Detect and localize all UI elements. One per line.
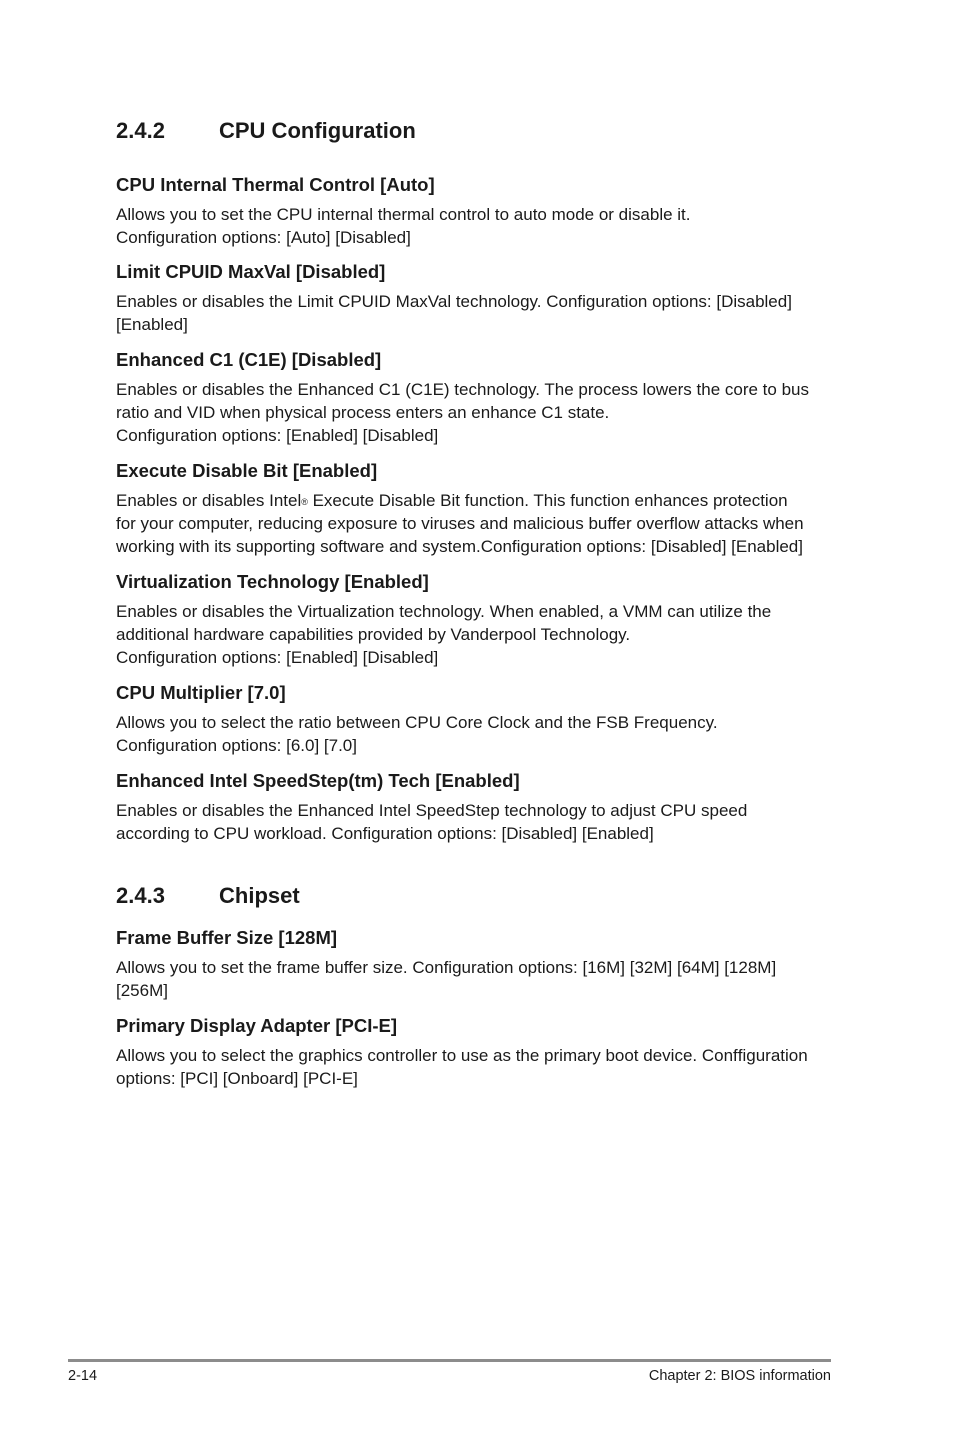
- item-title-frame-buffer-size: Frame Buffer Size [128M]: [116, 927, 338, 948]
- desc-line: Configuration options: [Enabled] [Disabled]: [116, 426, 439, 445]
- desc-line: additional hardware capabilities provided by Vanderpool Technology.: [116, 625, 631, 644]
- item-title-cpu-multiplier: CPU Multiplier [7.0]: [116, 682, 286, 703]
- item-desc: [116, 378, 831, 447]
- item-title-enhanced-c1: Enhanced C1 (C1E) [Disabled]: [116, 349, 382, 370]
- desc-line: Allows you to set the CPU internal thermal control to auto mode or disable it.: [116, 205, 691, 224]
- section-title-chipset: [116, 881, 831, 911]
- footer-chapter-title: Chapter 2: BIOS information: [648, 1368, 831, 1384]
- desc-line-part: Enables or disables Intel: [116, 491, 302, 510]
- item-title-execute-disable-bit: Execute Disable Bit [Enabled]: [116, 460, 378, 481]
- section-number: 2.4.2: [116, 118, 165, 143]
- desc-line: Configuration options: [Auto] [Disabled]: [116, 228, 411, 247]
- item-title-limit-cpuid-maxval: Limit CPUID MaxVal [Disabled]: [116, 261, 386, 282]
- item-desc: [116, 799, 831, 845]
- desc-line: ratio and VID when physical process enters an enhance C1 state.: [116, 403, 610, 422]
- item-title-enhanced-intel-speedstep: Enhanced Intel SpeedStep(tm) Tech [Enabled]: [116, 770, 520, 791]
- item-desc: [116, 489, 831, 558]
- desc-line: Enables or disables the Enhanced C1 (C1E) technology. The process lowers the core to bus: [116, 380, 809, 399]
- item-desc: [116, 600, 831, 669]
- item-desc: [116, 711, 831, 757]
- desc-line: Enables or disables the Virtualization technology. When enabled, a VMM can utilize the: [116, 602, 772, 621]
- desc-line: Configuration options: [6.0] [7.0]: [116, 736, 357, 755]
- desc-line: [256M]: [116, 981, 168, 1000]
- desc-line: Allows you to select the graphics controller to use as the primary boot device. Confﬁguration: [116, 1046, 808, 1065]
- footer-divider: [68, 1359, 831, 1362]
- item-title-virtualization-technology: Virtualization Technology [Enabled]: [116, 571, 429, 592]
- item-title-primary-display-adapter: Primary Display Adapter [PCI-E]: [116, 1015, 398, 1036]
- footer-page-number: 2-14: [68, 1368, 98, 1384]
- desc-line: Enables or disables the Enhanced Intel SpeedStep technology to adjust CPU speed: [116, 801, 748, 820]
- item-desc: [116, 290, 831, 336]
- registered-mark: ®: [301, 497, 308, 507]
- section-number: 2.4.3: [116, 883, 165, 908]
- desc-line: Allows you to select the ratio between CPU Core Clock and the FSB Frequency.: [116, 713, 718, 732]
- item-desc: [116, 956, 831, 1002]
- desc-line: working with its supporting software and system.Configuration options: [Disabled] [Enabled]: [116, 537, 803, 556]
- desc-line: Enables or disables the Limit CPUID MaxVal technology. Configuration options: [Disabled]: [116, 292, 792, 311]
- desc-line-part: Execute Disable Bit function. This function enhances protection: [307, 491, 788, 510]
- desc-line: according to CPU workload. Configuration options: [Disabled] [Enabled]: [116, 824, 654, 843]
- section-title-text: CPU Configuration: [219, 118, 416, 143]
- item-title-cpu-internal-thermal-control: CPU Internal Thermal Control [Auto]: [116, 174, 435, 195]
- desc-line: options: [PCI] [Onboard] [PCI-E]: [116, 1069, 358, 1088]
- section-title-text: Chipset: [219, 883, 300, 908]
- item-desc: [116, 1044, 831, 1090]
- section-title-cpu-configuration: [116, 116, 831, 146]
- desc-line: [Enabled]: [116, 315, 188, 334]
- page-content: [116, 116, 831, 1090]
- desc-line: Configuration options: [Enabled] [Disabled]: [116, 648, 439, 667]
- item-desc: [116, 203, 831, 249]
- desc-line: for your computer, reducing exposure to viruses and malicious buffer overflow attacks when: [116, 514, 804, 533]
- desc-line: Allows you to set the frame buffer size. Configuration options: [16M] [32M] [64M] [128M]: [116, 958, 777, 977]
